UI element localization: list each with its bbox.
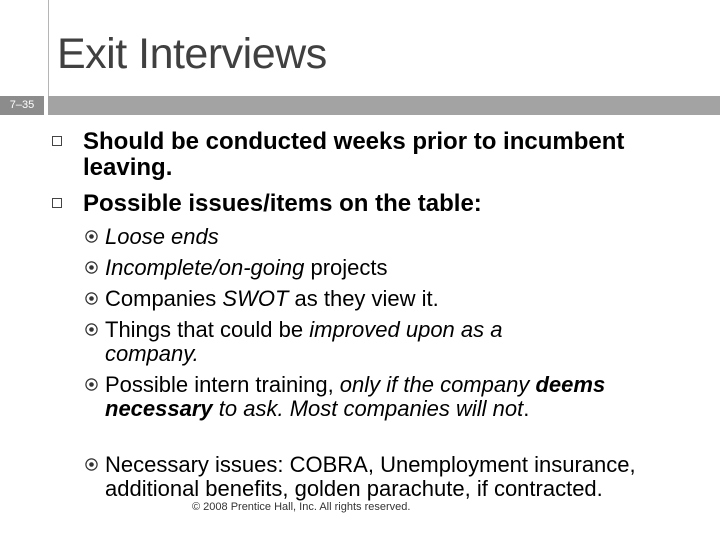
circled-bullet-icon: [85, 261, 98, 274]
sub-bullet-item: Necessary issues: COBRA, Unemployment insurance, additional benefits, golden parachute, if contracted.: [105, 453, 695, 501]
circled-bullet-icon: [85, 292, 98, 305]
circled-bullet-icon: [85, 323, 98, 336]
sub-bullet-item: Companies SWOT as they view it.: [105, 287, 695, 311]
square-outline-icon: [52, 136, 62, 146]
circled-bullet-icon: [85, 378, 98, 391]
square-outline-icon: [52, 198, 62, 208]
sub-bullet-item: Incomplete/on-going projects: [105, 256, 695, 280]
copyright-footer: © 2008 Prentice Hall, Inc. All rights reserved.: [192, 501, 411, 513]
sub-bullet-item: Loose ends: [105, 225, 695, 249]
sub-bullet-item: Things that could be improved upon as a company.: [105, 318, 595, 366]
bullet-item: Possible issues/items on the table:: [83, 191, 703, 217]
slide-number: 7–35: [0, 96, 44, 115]
circled-bullet-icon: [85, 230, 98, 243]
sub-bullet-item: Possible intern training, only if the company deems necessary to ask. Most companies will not.: [105, 373, 675, 421]
bullet-item: Should be conducted weeks prior to incumbent leaving.: [83, 129, 703, 181]
slide-title: Exit Interviews: [57, 30, 327, 78]
circled-bullet-icon: [85, 458, 98, 471]
